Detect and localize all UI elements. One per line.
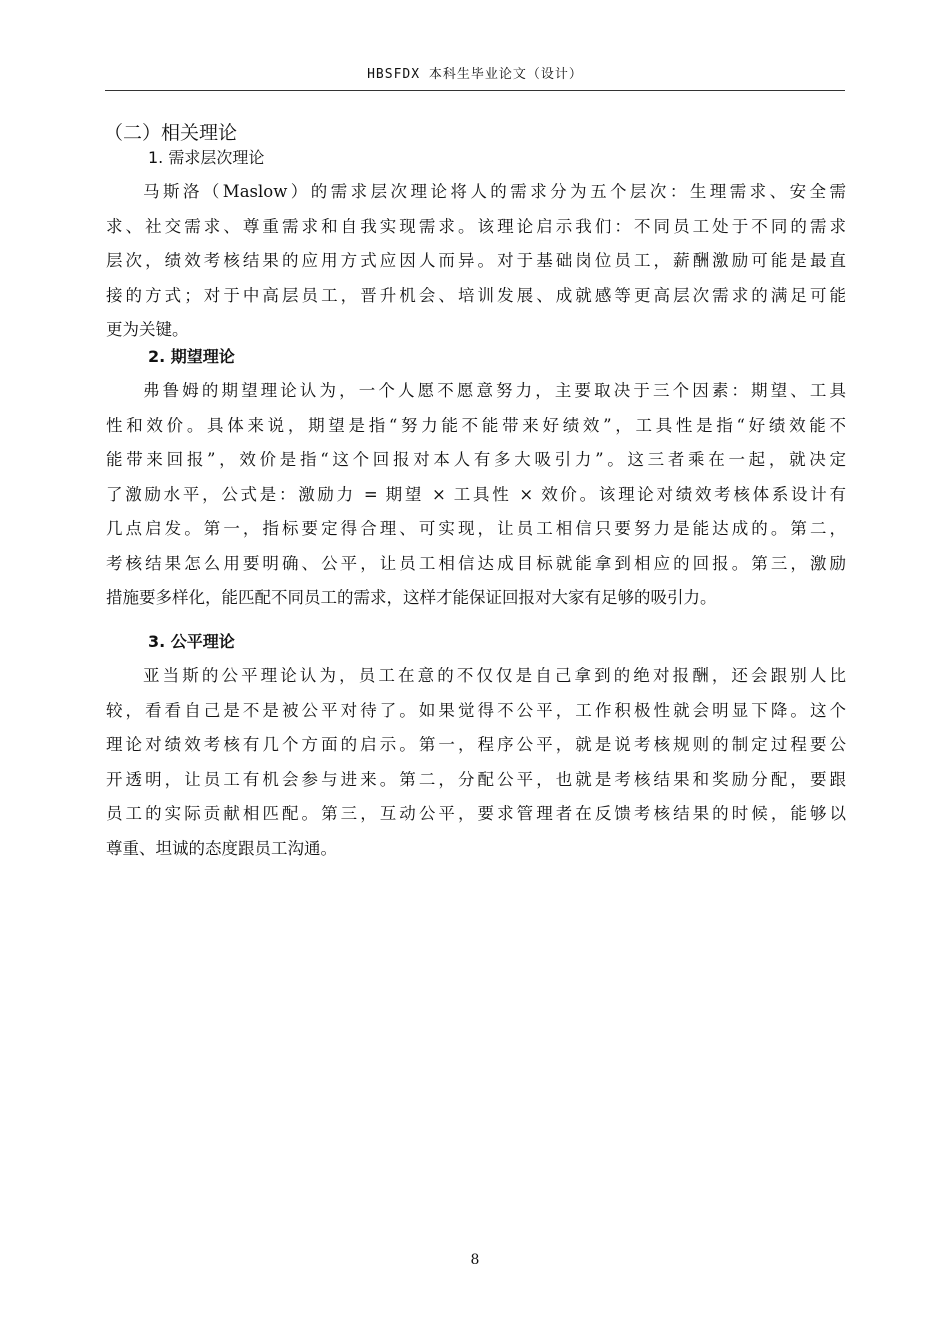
- paragraph-line: 理论对绩效考核有几个方面的启示。第一，程序公平，就是说考核规则的制定过程要公: [106, 735, 846, 754]
- paragraph-line: 开透明，让员工有机会参与进来。第二，分配公平，也就是考核结果和奖励分配，要跟: [106, 769, 846, 789]
- subsection-heading-equity: 3. 公平理论: [148, 632, 235, 651]
- paragraph-line: 性和效价。具体来说，期望是指“努力能不能带来好绩效”，工具性是指“好绩效能不: [106, 415, 846, 435]
- paragraph-line: 尊重、坦诚的态度跟员工沟通。: [106, 838, 337, 858]
- paragraph-line: 层次，绩效考核结果的应用方式应因人而异。对于基础岗位员工，薪酬激励可能是最直: [106, 251, 846, 270]
- paragraph-expectancy: [106, 374, 846, 616]
- paragraph-need-hierarchy: [106, 175, 846, 348]
- paragraph-line: 考核结果怎么用要明确、公平，让员工相信达成目标就能拿到相应的回报。第三，激励: [106, 553, 846, 573]
- paragraph-line: 较，看看自己是不是被公平对待了。如果觉得不公平，工作积极性就会明显下降。这个: [106, 700, 846, 720]
- paragraph-line: 了激励水平，公式是：激励力 = 期望 × 工具性 × 效价。该理论对绩效考核体系设计有: [106, 484, 846, 504]
- paragraph-equity: [106, 659, 846, 866]
- paragraph-line: 亚当斯的公平理论认为，员工在意的不仅仅是自己拿到的绝对报酬，还会跟别人比: [143, 666, 846, 685]
- subsection-heading-need-hierarchy: 1. 需求层次理论: [148, 148, 265, 167]
- paragraph-line: 几点启发。第一，指标要定得合理、可实现，让员工相信只要努力是能达成的。第二，: [106, 519, 846, 538]
- page-number: 8: [470, 1252, 480, 1268]
- paragraph-line: 马斯洛（Maslow）的需求层次理论将人的需求分为五个层次：生理需求、安全需: [143, 182, 846, 201]
- paragraph-line: 求、社交需求、尊重需求和自我实现需求。该理论启示我们：不同员工处于不同的需求: [106, 216, 846, 236]
- paragraph-line: 能带来回报”，效价是指“这个回报对本人有多大吸引力”。这三者乘在一起，就决定: [106, 450, 846, 469]
- section-heading: （二）相关理论: [104, 122, 238, 144]
- paragraph-line: 弗鲁姆的期望理论认为，一个人愿不愿意努力，主要取决于三个因素：期望、工具: [143, 381, 846, 400]
- paragraph-line: 措施要多样化，能匹配不同员工的需求，这样才能保证回报对大家有足够的吸引力。: [106, 588, 717, 607]
- paragraph-line: 更为关键。: [106, 320, 189, 339]
- paragraph-line: 接的方式；对于中高层员工，晋升机会、培训发展、成就感等更高层次需求的满足可能: [106, 285, 846, 305]
- subsection-heading-expectancy: 2. 期望理论: [148, 347, 235, 366]
- running-header: HBSFDX 本科生毕业论文（设计）: [105, 64, 845, 91]
- paragraph-line: 员工的实际贡献相匹配。第三，互动公平，要求管理者在反馈考核结果的时候，能够以: [106, 804, 846, 823]
